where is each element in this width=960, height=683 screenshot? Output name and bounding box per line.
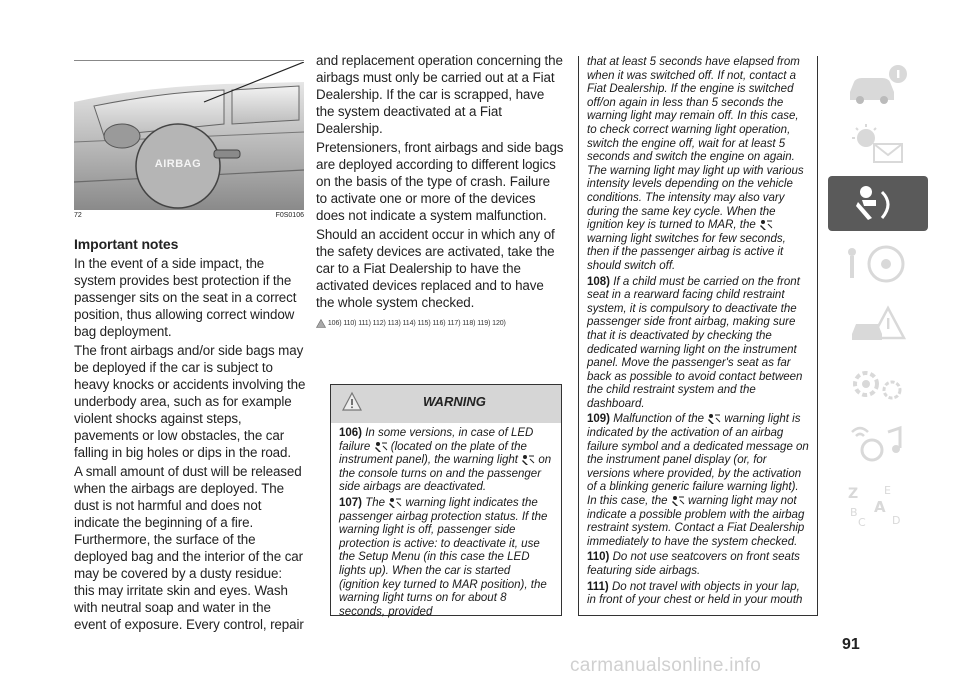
chapter-sidebar	[828, 56, 928, 536]
note-number: 106)	[339, 427, 363, 439]
warning-triangle-icon	[316, 319, 326, 328]
paragraph: A small amount of dust will be released when the airbags are deployed. The dust is not harmful and does not indicate the beginning of a fire. Furthermore, the surface of the deployed bag and the interior of the car may be covered by a dusty residue: this may irritate skin and eyes. Wash with neutral soap and water in the event of exposure. Every control, repair	[74, 464, 304, 632]
chapter-lights[interactable]	[828, 116, 928, 171]
paragraph: In the event of a side impact, the system provides best protection if the passenger sits on the seat in a correct position, thus allowing correct window bag deployment.	[74, 256, 297, 339]
chapter-maintenance[interactable]	[828, 356, 928, 411]
warning-title: WARNING	[423, 394, 486, 409]
safety-icon	[842, 182, 912, 226]
note-number: 109)	[587, 413, 611, 426]
lights-icon	[842, 122, 912, 166]
note-text: In some versions, in case of LED failure	[339, 427, 534, 453]
maintenance-icon	[842, 362, 912, 406]
figure-code: F0S0106	[275, 212, 304, 219]
column-1	[74, 236, 306, 635]
paragraph: The front airbags and/or side bags may be deployed if the car is subject to heavy knocks or accidents involving the underbody area, such as for example violent shocks against steps, pavements or low obstacles, the car falling in big holes or dips in the road.	[74, 343, 306, 460]
note-text: on the console turns on and the passenger side airbags are deactivated.	[339, 454, 552, 494]
figure-caption	[74, 212, 304, 219]
note-number: 107)	[339, 497, 363, 510]
svg-text:A: A	[874, 498, 886, 516]
note-text: Malfunction of the	[613, 413, 705, 426]
chapter-safety[interactable]	[828, 176, 928, 231]
chapter-multimedia[interactable]	[828, 416, 928, 471]
car-airbag-figure	[74, 62, 304, 210]
note-text: Do not travel with objects in your lap, in front of your chest or held in your mouth	[587, 580, 803, 607]
note-number: 111)	[587, 580, 609, 593]
paragraph: Pretensioners, front airbags and side bags are deployed according to different logics on the basis of the type of crash. Failure to activate one or more of the devices does not indicate a system malfunction.	[316, 140, 564, 223]
note-number: 110)	[587, 551, 610, 564]
svg-text:C: C	[858, 516, 866, 526]
chapter-emergency[interactable]	[828, 296, 928, 351]
svg-text:D: D	[892, 514, 901, 526]
passenger-airbag-off-icon	[374, 441, 388, 453]
warning-triangle-icon	[341, 391, 363, 413]
passenger-airbag-off-icon	[521, 454, 535, 466]
chapter-index[interactable]	[828, 476, 928, 531]
note-text: The	[365, 497, 386, 510]
paragraph: Should an accident occur in which any of the safety devices are activated, take the car to a Fiat Dealership to have the activated devices replaced and to have the whole system checked.	[316, 227, 555, 310]
reference-list: 106) 110) 111) 112) 113) 114) 115) 116) 117) 118) 119) 120)	[327, 320, 506, 327]
passenger-airbag-off-icon	[759, 219, 773, 231]
page-number: 91	[842, 636, 860, 653]
passenger-airbag-off-icon	[671, 495, 685, 507]
warning-references	[316, 317, 564, 331]
index-icon	[842, 482, 912, 526]
figure-number: 72	[74, 212, 82, 219]
note-text: If a child must be carried on the front seat in a rearward facing child restraint system, it is compulsory to deactivate the passenger side front airbag, making sure that it is deactivated by checking the dedicated warning light on the instrument panel. Move the passenger's seat as far back as possible to avoid contact between the child restraint system and the dashboard.	[587, 275, 803, 410]
note-text: Do not use seatcovers on front seats featuring side airbags.	[587, 551, 800, 578]
starting-driving-icon	[842, 242, 912, 286]
note-text: warning light is indicated by the activation of an airbag failure symbol and a dedicated message on the instrument panel display (or, for versions where provided, by the activation of a blinking generic failure warning light). In this case, the	[587, 413, 809, 508]
chapter-car-info[interactable]	[828, 56, 928, 111]
note-text: (located on the plate of the instrument panel), the warning light	[339, 440, 527, 467]
airbag-label: AIRBAG	[154, 158, 202, 170]
section-heading: Important notes	[74, 236, 179, 252]
warning-header	[331, 385, 561, 423]
multimedia-icon	[842, 422, 912, 466]
note-text: warning light switches for few seconds, then if the passenger airbag is active it should switch off.	[587, 232, 786, 272]
watermark: carmanualsonline.info	[570, 655, 762, 676]
warning-box	[330, 384, 562, 616]
emergency-icon	[842, 302, 912, 346]
passenger-airbag-off-icon	[388, 497, 402, 509]
chapter-starting-driving[interactable]	[828, 236, 928, 291]
svg-text:E: E	[884, 484, 891, 497]
passenger-airbag-off-icon	[707, 413, 721, 425]
column-2	[316, 52, 564, 331]
svg-text:Z: Z	[848, 486, 859, 502]
warning-body	[331, 423, 561, 623]
paragraph: and replacement operation concerning the airbags must only be carried out at a Fiat Dealership. If the car is scrapped, have the system deactivated at a Fiat Dealership.	[316, 53, 563, 136]
warning-continuation-body	[579, 56, 817, 608]
note-text: warning light indicates the passenger airbag protection status. If the warning light is off, passenger side protection is active: to deactivate it, use the Setup Menu (in this case the LED lights up). When the car is started (ignition key turned to MAR position), the warning light turns on for about 8 seconds, provided	[339, 497, 548, 618]
note-text: that at least 5 seconds have elapsed from when it was switched off. If not, contact a Fiat Dealership. If the engine is switched off/on again in less than 5 seconds the warning light may remain off. In this case, to check correct warning light operation, switch the engine off, wait for at least 5 seconds and switch the engine on again. The warning light may light up with various intensity levels depending on the vehicle conditions. The intensity may also vary during the same key cycle. When the ignition key is turned to MAR, the	[587, 56, 804, 232]
svg-text:B: B	[850, 506, 858, 519]
note-text: warning light may not indicate a possible problem with the airbag restraint system. Contact a Fiat Dealership immediately to have the system checked.	[587, 495, 805, 548]
note-number: 108)	[587, 275, 611, 288]
top-rule	[74, 60, 304, 61]
warning-continuation-box	[578, 56, 818, 616]
car-info-icon	[842, 62, 912, 106]
